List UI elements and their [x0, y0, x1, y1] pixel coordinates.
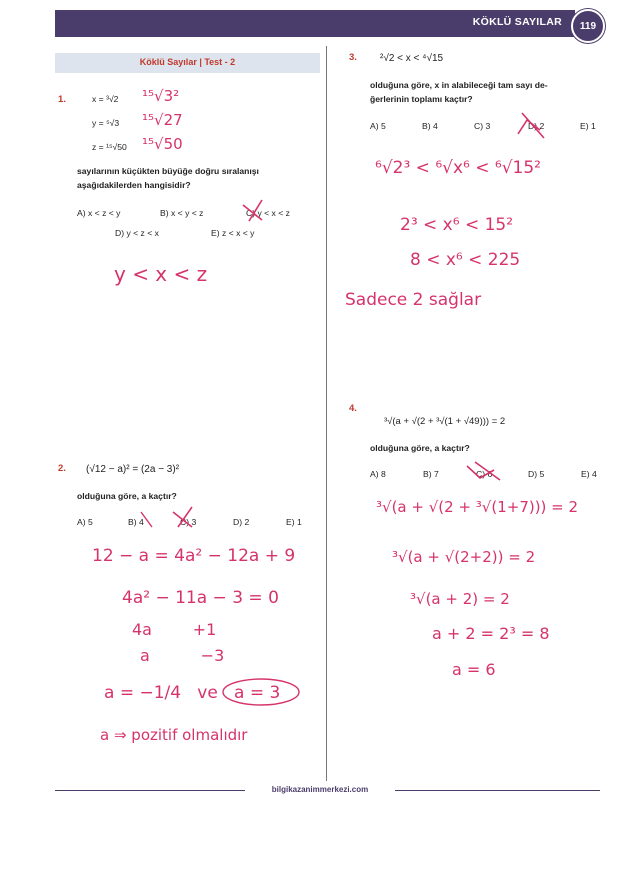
q4-hw-line-2: ³√(a + √(2+2)) = 2	[392, 548, 536, 566]
q3-option-e[interactable]: E) 1	[580, 121, 596, 131]
q1-option-b[interactable]: B) x < y < z	[160, 208, 204, 218]
q3-option-a[interactable]: A) 5	[370, 121, 386, 131]
q3-option-b[interactable]: B) 4	[422, 121, 438, 131]
q2-answer-mark	[173, 507, 192, 527]
q2-expr: (√12 − a)² = (2a − 3)²	[86, 464, 180, 475]
q4-option-a[interactable]: A) 8	[370, 469, 386, 479]
q3-option-c[interactable]: C) 3	[474, 121, 491, 131]
footer-line-left	[55, 790, 245, 791]
q2-hw-line-3: 4a +1	[132, 620, 217, 639]
q2-option-c[interactable]: C) 3	[180, 517, 197, 527]
q2-hw-line-1: 12 − a = 4a² − 12a + 9	[92, 546, 296, 566]
page-number: 119	[571, 9, 605, 43]
q4-option-b[interactable]: B) 7	[423, 469, 439, 479]
q4-hw-line-5: a = 6	[452, 660, 496, 679]
q4-option-c[interactable]: C) 6	[476, 469, 493, 479]
q3-hw-line-3: 8 < x⁶ < 225	[410, 250, 521, 270]
q2-text: olduğuna göre, a kaçtır?	[77, 491, 177, 501]
q2-number: 2.	[58, 463, 66, 474]
q1-text-1: sayılarının küçükten büyüğe doğru sıralanışı	[77, 166, 259, 176]
q1-option-a[interactable]: A) x < z < y	[77, 208, 121, 218]
q1-hw-x: ¹⁵√3²	[142, 87, 180, 105]
q1-text-2: aşağıdakilerden hangisidir?	[77, 180, 191, 190]
q4-option-d[interactable]: D) 5	[528, 469, 545, 479]
q4-hw-line-3: ³√(a + 2) = 2	[410, 590, 510, 608]
q2-option-d[interactable]: D) 2	[233, 517, 250, 527]
q4-hw-line-1: ³√(a + √(2 + ³√(1+7))) = 2	[376, 498, 579, 516]
q1-number: 1.	[58, 94, 66, 105]
q2-hw-line-2: 4a² − 11a − 3 = 0	[122, 588, 279, 608]
q1-option-d[interactable]: D) y < z < x	[115, 228, 159, 238]
q2-option-a[interactable]: A) 5	[77, 517, 93, 527]
q3-answer-mark	[518, 113, 544, 138]
q3-number: 3.	[349, 52, 357, 63]
q3-option-d[interactable]: D) 2	[528, 121, 545, 131]
q1-x-line: x = ³√2	[92, 94, 119, 104]
q4-text: olduğuna göre, a kaçtır?	[370, 443, 470, 453]
q1-option-c[interactable]: C) y < x < z	[246, 208, 290, 218]
q2-hw-line-5: a = −1/4 ve a = 3	[104, 683, 281, 703]
q2-answer-circle	[223, 679, 299, 705]
footer-line-right	[395, 790, 600, 791]
q4-hw-line-4: a + 2 = 2³ = 8	[432, 624, 550, 643]
q3-text-2: ğerlerinin toplamı kaçtır?	[370, 94, 473, 104]
q4-expr: ³√(a + √(2 + ³√(1 + √49))) = 2	[384, 416, 506, 427]
q3-hw-line-2: 2³ < x⁶ < 15²	[400, 215, 514, 235]
q1-answer-mark	[243, 200, 262, 221]
q1-hw-z: ¹⁵√50	[142, 135, 183, 153]
q3-text-1: olduğuna göre, x in alabileceği tam sayı de-	[370, 80, 548, 90]
q1-hw-answer: y < x < z	[114, 262, 208, 286]
q3-expr: ²√2 < x < ⁴√15	[380, 53, 444, 64]
q1-option-e[interactable]: E) z < x < y	[211, 228, 255, 238]
q4-number: 4.	[349, 403, 357, 414]
q2-hw-line-4: a −3	[140, 646, 225, 665]
q4-option-e[interactable]: E) 4	[581, 469, 597, 479]
q2-option-b[interactable]: B) 4	[128, 517, 144, 527]
q1-z-line: z = ¹⁵√50	[92, 142, 127, 152]
q1-y-line: y = ⁵√3	[92, 118, 120, 128]
q3-hw-line-4: Sadece 2 sağlar	[345, 290, 482, 310]
test-title: Köklü Sayılar | Test - 2	[139, 57, 236, 67]
q4-answer-mark	[467, 462, 500, 480]
q2-hw-line-6: a ⇒ pozitif olmalıdır	[100, 726, 248, 744]
q2-option-e[interactable]: E) 1	[286, 517, 302, 527]
q3-hw-line-1: ⁶√2³ < ⁶√x⁶ < ⁶√15²	[375, 158, 541, 178]
q2-b-strike	[141, 512, 152, 527]
footer-site[interactable]: bilgikazanimmerkezi.com	[271, 785, 369, 794]
header-title: KÖKLÜ SAYILAR	[472, 16, 562, 28]
q1-hw-y: ¹⁵√27	[142, 111, 183, 129]
